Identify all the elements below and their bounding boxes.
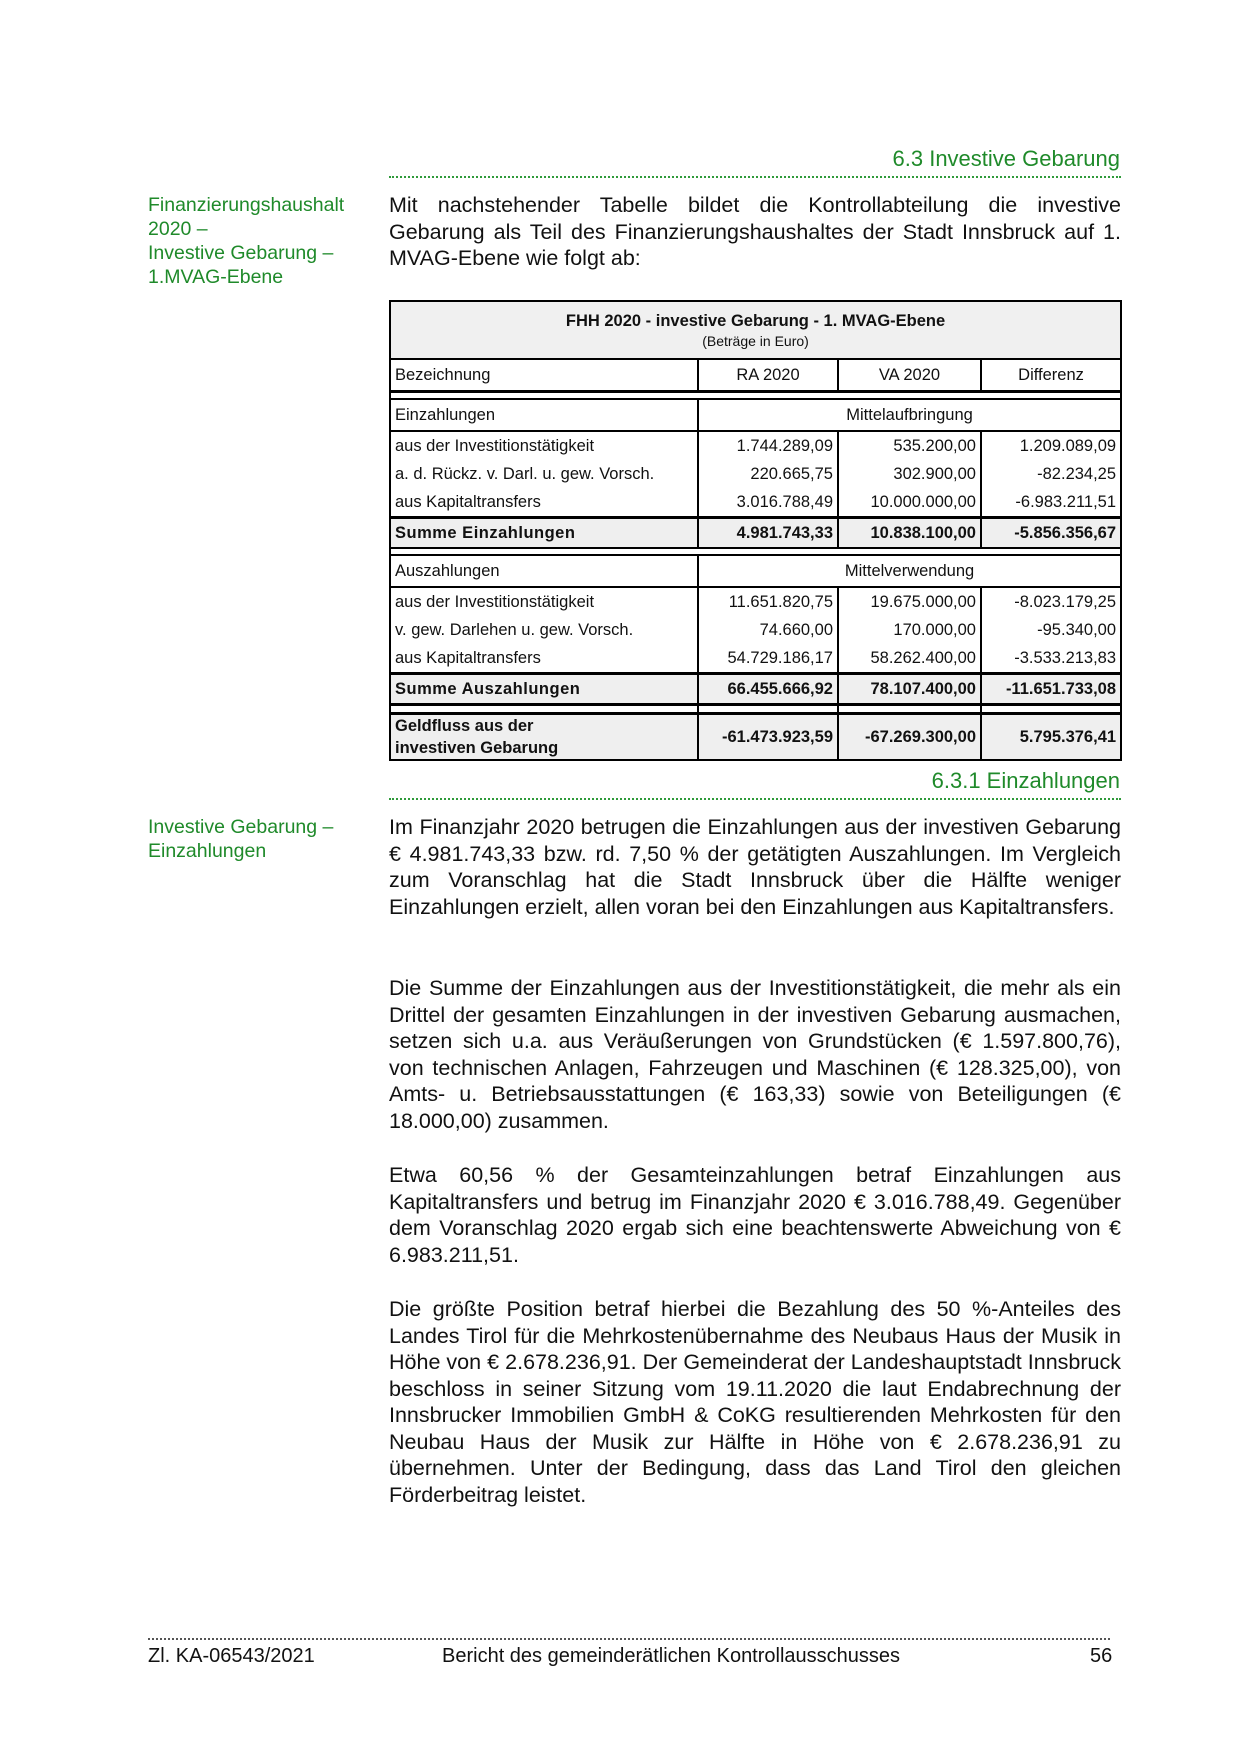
margin-note-line: Finanzierungshaushalt bbox=[148, 194, 345, 216]
section-heading: 6.3 Investive Gebarung bbox=[892, 146, 1120, 171]
section-divider bbox=[389, 176, 1121, 178]
cell-va: 535.200,00 bbox=[838, 431, 981, 460]
cell-diff: -95.340,00 bbox=[981, 616, 1121, 644]
cell-va: 170.000,00 bbox=[838, 616, 981, 644]
margin-note-line: Investive Gebarung – bbox=[148, 816, 334, 838]
cell-va: 78.107.400,00 bbox=[838, 674, 981, 705]
total-row-geldfluss bbox=[390, 714, 1121, 761]
footer-divider bbox=[148, 1638, 1110, 1640]
cell-diff: 1.209.089,09 bbox=[981, 431, 1121, 460]
total-label-line: Geldfluss aus der bbox=[395, 717, 534, 735]
table-separator bbox=[390, 392, 1121, 400]
margin-note-line: Investive Gebarung – bbox=[148, 242, 334, 264]
table-row bbox=[390, 616, 1121, 644]
cell-va: 58.262.400,00 bbox=[838, 644, 981, 674]
table-row bbox=[390, 488, 1121, 518]
row-label: v. gew. Darlehen u. gew. Vorsch. bbox=[395, 620, 634, 639]
footer-title: Bericht des gemeinderätlichen Kontrollausschusses bbox=[442, 1645, 901, 1667]
table-title-row bbox=[390, 301, 1121, 359]
cell-va: 10.838.100,00 bbox=[838, 518, 981, 549]
cell-va: 10.000.000,00 bbox=[838, 488, 981, 518]
row-label: aus Kapitaltransfers bbox=[395, 492, 541, 511]
cell-ra: 74.660,00 bbox=[698, 616, 838, 644]
margin-note-line: Einzahlungen bbox=[148, 840, 267, 862]
cell-diff: -11.651.733,08 bbox=[981, 674, 1121, 705]
paragraph: Die größte Position betraf hierbei die Bezahlung des 50 %-Anteiles des Landes Tirol für die Mehrkostenübernahme des Neubaus Haus der Musik in Höhe von € 2.678.236,91. Der Gemeinderat der Landeshauptstadt Innsbruck beschloss in seiner Sitzung vom 19.11.2020 die laut Endabrechnung der Innsbrucker Immobilien GmbH & CoKG resultierenden Mehrkosten für den Neubau Haus der Musik zur Hälfte in Höhe von € 2.678.236,91 zu übernehmen. Unter der Bedingung, dass das Land Tirol den gleichen Förderbeitrag leistet. bbox=[389, 1297, 1121, 1507]
cell-ra: 1.744.289,09 bbox=[698, 431, 838, 460]
column-header: Bezeichnung bbox=[395, 365, 491, 384]
cell-va: -67.269.300,00 bbox=[838, 714, 981, 761]
row-label bbox=[390, 714, 698, 761]
row-label: aus der Investitionstätigkeit bbox=[395, 592, 595, 611]
margin-note-finanzierungshaushalt bbox=[148, 193, 378, 289]
cell-diff: -82.234,25 bbox=[981, 460, 1121, 488]
cell-ra: 11.651.820,75 bbox=[698, 587, 838, 616]
group-caption: Mittelaufbringung bbox=[698, 399, 1121, 431]
row-label: aus Kapitaltransfers bbox=[395, 648, 541, 667]
group-caption: Mittelverwendung bbox=[698, 555, 1121, 587]
table-separator bbox=[390, 548, 1121, 555]
margin-note-line: 2020 – bbox=[148, 218, 208, 240]
table-separator bbox=[390, 705, 1121, 714]
cell-ra: -61.473.923,59 bbox=[698, 714, 838, 761]
cell-ra: 54.729.186,17 bbox=[698, 644, 838, 674]
sum-row-einzahlungen bbox=[390, 518, 1121, 549]
table-row bbox=[390, 587, 1121, 616]
row-label: a. d. Rückz. v. Darl. u. gew. Vorsch. bbox=[395, 464, 655, 483]
group-label: Auszahlungen bbox=[390, 555, 698, 587]
cell-diff: -3.533.213,83 bbox=[981, 644, 1121, 674]
cell-ra: 4.981.743,33 bbox=[698, 518, 838, 549]
row-label: Summe Auszahlungen bbox=[390, 674, 698, 705]
column-header: RA 2020 bbox=[698, 359, 838, 392]
intro-paragraph: Mit nachstehender Tabelle bildet die Kontrollabteilung die investive Gebarung als Teil des Finanzierungshaushaltes der Stadt Innsbruck auf 1. MVAG-Ebene wie folgt ab: bbox=[389, 193, 1121, 270]
sum-row-auszahlungen bbox=[390, 674, 1121, 705]
group-label: Einzahlungen bbox=[390, 399, 698, 431]
total-label-line: investiven Gebarung bbox=[395, 739, 559, 757]
group-row-einzahlungen bbox=[390, 399, 1121, 431]
cell-diff: 5.795.376,41 bbox=[981, 714, 1121, 761]
table-title bbox=[390, 301, 1121, 359]
group-row-auszahlungen bbox=[390, 555, 1121, 587]
cell-ra: 3.016.788,49 bbox=[698, 488, 838, 518]
cell-diff: -5.856.356,67 bbox=[981, 518, 1121, 549]
cell-ra: 66.455.666,92 bbox=[698, 674, 838, 705]
cell-diff: -6.983.211,51 bbox=[981, 488, 1121, 518]
paragraph: Im Finanzjahr 2020 betrugen die Einzahlungen aus der investiven Gebarung € 4.981.743,33 bzw. rd. 7,50 % der getätigten Auszahlungen. Im Vergleich zum Voranschlag hat die Stadt Innsbruck über die Hälfte weniger Einzahlungen erzielt, allen voran bei den Einzahlungen aus Kapitaltransfers. bbox=[389, 815, 1121, 919]
cell-va: 19.675.000,00 bbox=[838, 587, 981, 616]
row-label: Summe Einzahlungen bbox=[390, 518, 698, 549]
paragraph: Etwa 60,56 % der Gesamteinzahlungen betraf Einzahlungen aus Kapitaltransfers und betrug im Finanzjahr 2020 € 3.016.788,49. Gegenüber dem Voranschlag 2020 ergab sich eine beachtenswerte Abweichung von € 6.983.211,51. bbox=[389, 1163, 1121, 1267]
paragraph: Die Summe der Einzahlungen aus der Investitionstätigkeit, die mehr als ein Drittel der gesamten Einzahlungen in der investiven Gebarung ausmachen, setzen sich u.a. aus Veräußerungen von Grundstücken (€ 1.597.800,76), von technischen Anlagen, Fahrzeugen und Maschinen (€ 128.325,00), von Amts- u. Betriebsausstattungen (€ 163,33) sowie von Beteiligungen (€ 18.000,00) zusammen. bbox=[389, 976, 1121, 1133]
page-number: 56 bbox=[1090, 1645, 1113, 1667]
margin-note-einzahlungen bbox=[148, 815, 378, 863]
margin-note-line: 1.MVAG-Ebene bbox=[148, 266, 284, 288]
table-title-main: FHH 2020 - investive Gebarung - 1. MVAG-Ebene bbox=[565, 311, 946, 330]
footer-reference: Zl. KA-06543/2021 bbox=[148, 1645, 315, 1667]
table-title-unit: (Beträge in Euro) bbox=[702, 332, 809, 349]
cell-ra: 220.665,75 bbox=[698, 460, 838, 488]
table-row bbox=[390, 460, 1121, 488]
column-header: VA 2020 bbox=[838, 359, 981, 392]
cell-diff: -8.023.179,25 bbox=[981, 587, 1121, 616]
investive-gebarung-table bbox=[389, 300, 1122, 761]
table-row bbox=[390, 431, 1121, 460]
subsection-heading: 6.3.1 Einzahlungen bbox=[931, 768, 1120, 793]
table-header-row bbox=[390, 359, 1121, 392]
cell-va: 302.900,00 bbox=[838, 460, 981, 488]
subsection-divider bbox=[389, 798, 1121, 800]
column-header: Differenz bbox=[981, 359, 1121, 392]
row-label: aus der Investitionstätigkeit bbox=[395, 436, 595, 455]
table-row bbox=[390, 644, 1121, 674]
